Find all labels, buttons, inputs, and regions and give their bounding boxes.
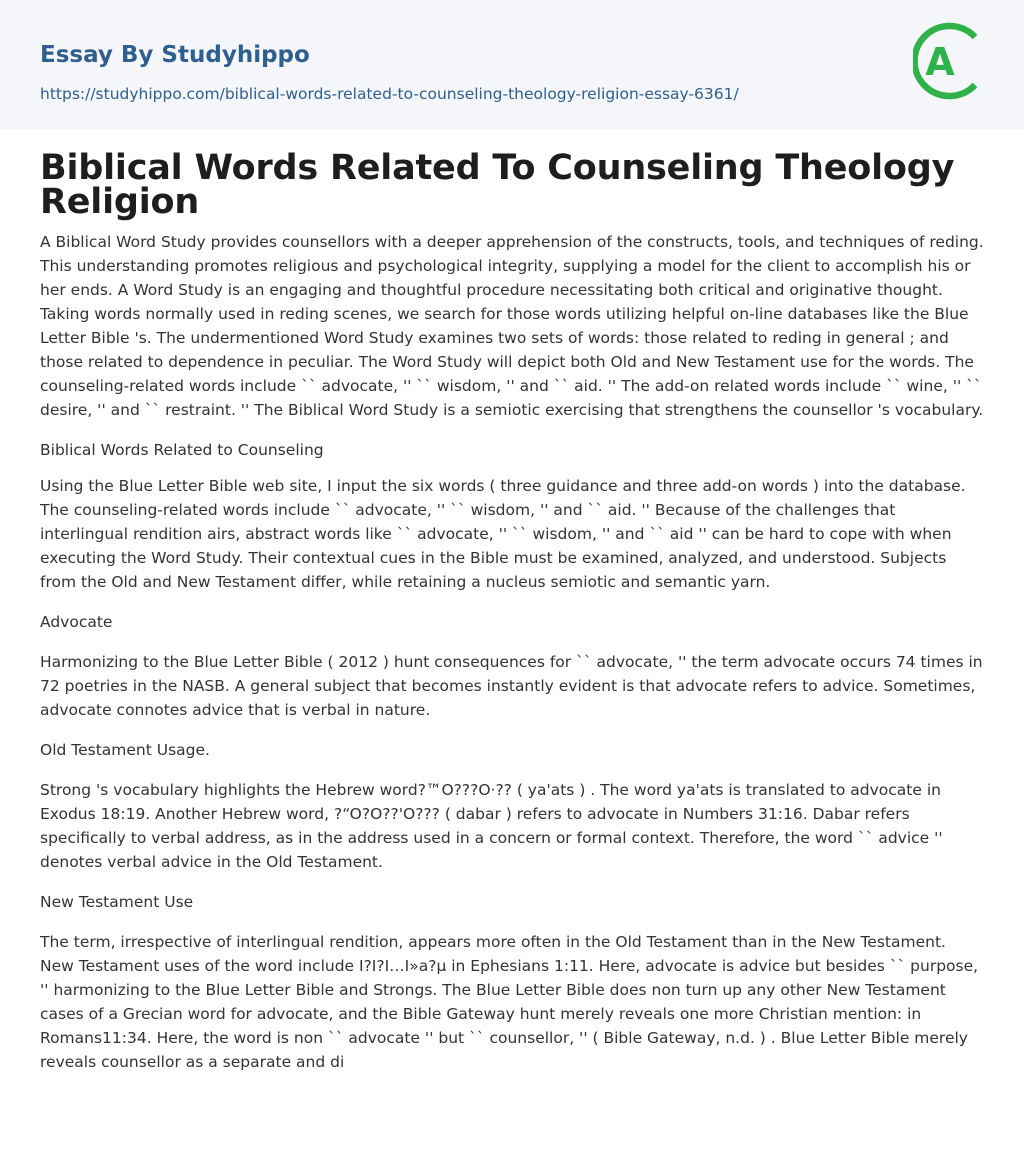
advocate-paragraph: Harmonizing to the Blue Letter Bible ( 2012 ) hunt consequences for `` advocate, '' the term advocate occurs 74 times in 72 poetries in the NASB. A general subject that becomes instantly evident is that advocate refers to advice. Sometimes, advocate connotes advice that is verbal in nature. xyxy=(40,653,983,719)
article xyxy=(0,148,1024,1074)
page-title: Biblical Words Related To Counseling Theology Religion xyxy=(40,148,955,222)
essay-url-link[interactable]: https://studyhippo.com/biblical-words-related-to-counseling-theology-religion-essay-6361/ xyxy=(40,85,739,103)
section-heading-counseling: Biblical Words Related to Counseling xyxy=(40,441,324,459)
counseling-paragraph: Using the Blue Letter Bible web site, I input the six words ( three guidance and three add-on words ) into the database. The counseling-related words include `` advocate, '' `` wisdom, '' and `` aid. '' Because of the challenges that interlingual rendition airs, abstract words like `` advocate, '' `` wisdom, '' and `` aid '' can be hard to cope with when executing the Word Study. Their contextual cues in the Bible must be examined, analyzed, and understood. Subjects from the Old and New Testament differ, while retaining a nucleus semiotic and semantic yarn. xyxy=(40,477,966,591)
section-heading-old-testament: Old Testament Usage. xyxy=(40,741,210,759)
logo-letter: A xyxy=(925,40,955,84)
studyhippo-logo-icon[interactable] xyxy=(913,19,985,105)
intro-paragraph: A Biblical Word Study provides counsellors with a deeper apprehension of the constructs, tools, and techniques of reding. This understanding promotes religious and psychological integrity, supplying a model for the client to accomplish his or her ends. A Word Study is an engaging and thoughtful procedure necessitating both critical and originative thought. Taking words normally used in reding scenes, we search for those words utilizing helpful on-line databases like the Blue Letter Bible 's. The undermentioned Word Study examines two sets of words: those related to reding in general ; and those related to dependence in peculiar. The Word Study will depict both Old and New Testament use for the words. The counseling-related words include `` advocate, '' `` wisdom, '' and `` aid. '' The add-on related words include `` wine, '' `` desire, '' and `` restraint. '' The Biblical Word Study is a semiotic exercising that strengthens the counsellor 's vocabulary. xyxy=(40,233,984,419)
old-testament-paragraph: Strong 's vocabulary highlights the Hebrew word?™O???O·?? ( ya'ats ) . The word ya'ats is translated to advocate in Exodus 18:19. Another Hebrew word, ?“O?O??'O??? ( dabar ) refers to advocate in Numbers 31:16. Dabar refers specifically to verbal address, as in the address used in a concern or formal context. Therefore, the word `` advice '' denotes verbal advice in the Old Testament. xyxy=(40,781,943,871)
site-brand[interactable]: Essay By Studyhippo xyxy=(40,42,310,68)
section-heading-new-testament: New Testament Use xyxy=(40,893,194,911)
section-heading-advocate: Advocate xyxy=(40,613,113,631)
site-header xyxy=(0,0,1024,129)
new-testament-paragraph: The term, irrespective of interlingual rendition, appears more often in the Old Testament than in the New Testament. New Testament uses of the word include I?I?I…I»a?µ in Ephesians 1:11. Here, advocate is advice but besides `` purpose, '' harmonizing to the Blue Letter Bible and Strongs. The Blue Letter Bible does non turn up any other New Testament cases of a Grecian word for advocate, and the Bible Gateway hunt merely reveals one more Christian mention: in Romans11:34. Here, the word is non `` advocate '' but `` counsellor, '' ( Bible Gateway, n.d. ) . Blue Letter Bible merely reveals counsellor as a separate and di xyxy=(40,933,979,1071)
